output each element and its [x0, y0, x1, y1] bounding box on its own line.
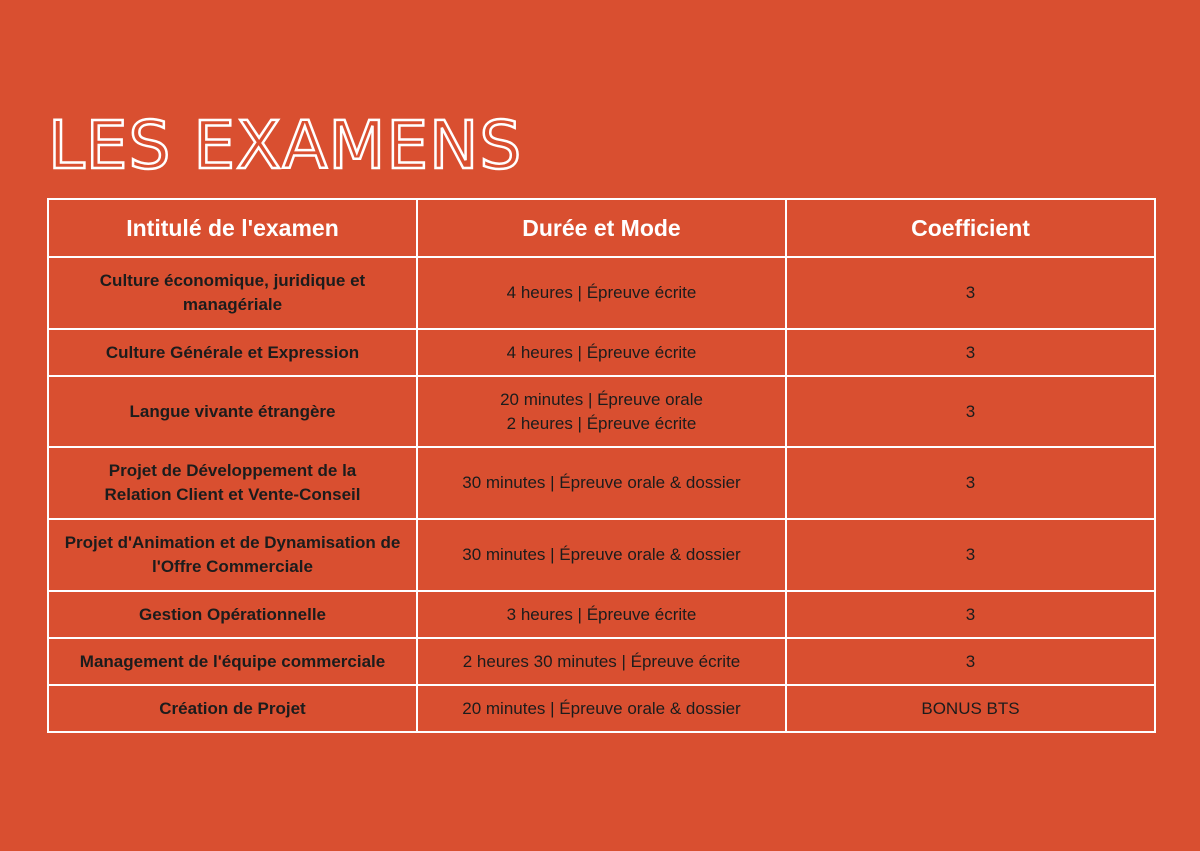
duration-mode-line: 20 minutes | Épreuve orale & dossier [462, 698, 741, 718]
table-row [48, 376, 1155, 447]
duration-mode-line: 20 minutes | Épreuve orale [500, 389, 703, 409]
duration-mode-cell [417, 591, 786, 638]
table-row [48, 447, 1155, 519]
coefficient-cell: 3 [786, 447, 1155, 519]
exam-name-cell: Langue vivante étrangère [48, 376, 417, 447]
exam-name-cell: Projet d'Animation et de Dynamisation de l'Offre Commerciale [48, 519, 417, 591]
table-header-row [48, 199, 1155, 257]
column-header-duration-mode: Durée et Mode [417, 199, 786, 257]
table-row [48, 591, 1155, 638]
exam-name-cell: Projet de Développement de la Relation Client et Vente-Conseil [48, 447, 417, 519]
coefficient-cell: 3 [786, 329, 1155, 376]
exam-name-cell: Gestion Opérationnelle [48, 591, 417, 638]
exam-name-cell: Culture économique, juridique et managériale [48, 257, 417, 329]
duration-mode-line: 2 heures 30 minutes | Épreuve écrite [462, 651, 741, 671]
exam-name-cell: Management de l'équipe commerciale [48, 638, 417, 685]
table-row [48, 685, 1155, 732]
duration-mode-cell [417, 376, 786, 447]
coefficient-cell: 3 [786, 638, 1155, 685]
coefficient-cell: 3 [786, 591, 1155, 638]
duration-mode-cell [417, 329, 786, 376]
duration-mode-cell [417, 685, 786, 732]
duration-mode-line: 30 minutes | Épreuve orale & dossier [462, 545, 741, 564]
table-row [48, 329, 1155, 376]
duration-mode-cell [417, 447, 786, 519]
table-row [48, 519, 1155, 591]
coefficient-cell: BONUS BTS [786, 685, 1155, 732]
exam-name-cell: Culture Générale et Expression [48, 329, 417, 376]
table-row [48, 638, 1155, 685]
duration-mode-line: 4 heures | Épreuve écrite [506, 342, 697, 362]
duration-mode-line: 30 minutes | Épreuve orale & dossier [462, 473, 741, 492]
duration-mode-line: 2 heures | Épreuve écrite [506, 413, 697, 433]
page-title: LES EXAMENS [48, 107, 523, 184]
coefficient-cell: 3 [786, 257, 1155, 329]
coefficient-cell: 3 [786, 376, 1155, 447]
exam-name-cell: Création de Projet [48, 685, 417, 732]
exams-table [47, 198, 1156, 733]
duration-mode-cell [417, 638, 786, 685]
duration-mode-line: 3 heures | Épreuve écrite [506, 604, 697, 624]
column-header-coefficient: Coefficient [786, 199, 1155, 257]
coefficient-cell: 3 [786, 519, 1155, 591]
duration-mode-line: 4 heures | Épreuve écrite [506, 283, 697, 302]
table-row [48, 257, 1155, 329]
duration-mode-cell [417, 519, 786, 591]
duration-mode-cell [417, 257, 786, 329]
column-header-exam-title: Intitulé de l'examen [48, 199, 417, 257]
